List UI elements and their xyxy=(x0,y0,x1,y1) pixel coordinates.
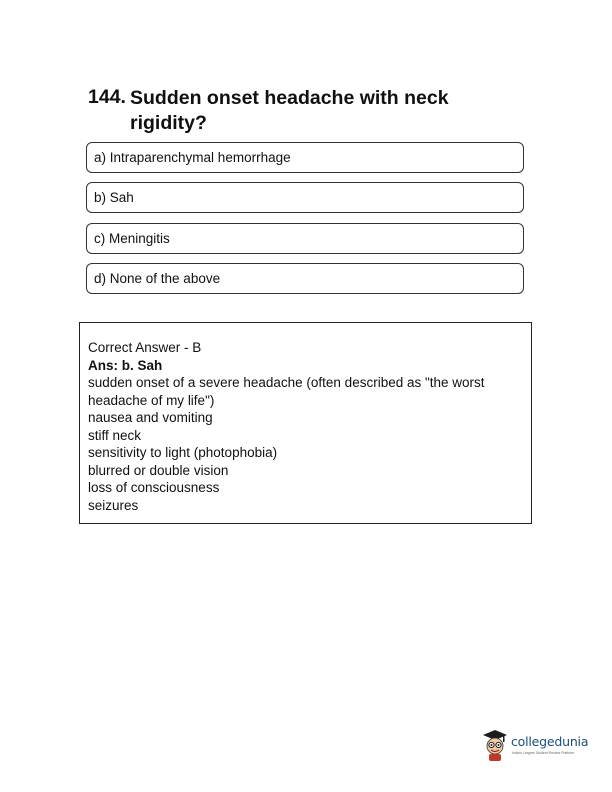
explanation-line: loss of consciousness xyxy=(88,480,220,495)
question-text: Sudden onset headache with neck rigidity? xyxy=(130,87,449,134)
explanation-line: sensitivity to light (photophobia) xyxy=(88,445,278,460)
answer-box xyxy=(79,322,532,524)
explanation-line: blurred or double vision xyxy=(88,462,229,478)
option-a[interactable]: a) Intraparenchymal hemorrhage xyxy=(86,142,524,173)
option-d[interactable]: d) None of the above xyxy=(86,263,524,294)
logo-name: collegedunia xyxy=(511,734,589,749)
explanation-line: sudden onset of a severe headache (often described as "the worst headache of my life") xyxy=(88,375,485,408)
explanation-line: seizures xyxy=(88,497,139,513)
option-c[interactable]: c) Meningitis xyxy=(86,223,524,254)
logo-tagline: India's Largest Student Review Platform xyxy=(512,751,575,755)
explanation-line: nausea and vomiting xyxy=(88,410,213,425)
graduate-mascot-icon xyxy=(481,728,509,762)
answer-heading: Ans: b. Sah xyxy=(88,357,163,373)
explanation-line: stiff neck xyxy=(88,427,142,443)
option-b[interactable]: b) Sah xyxy=(86,182,524,213)
correct-answer: Correct Answer - B xyxy=(88,340,202,355)
collegedunia-logo xyxy=(481,728,589,764)
question-number: 144. xyxy=(88,86,126,108)
